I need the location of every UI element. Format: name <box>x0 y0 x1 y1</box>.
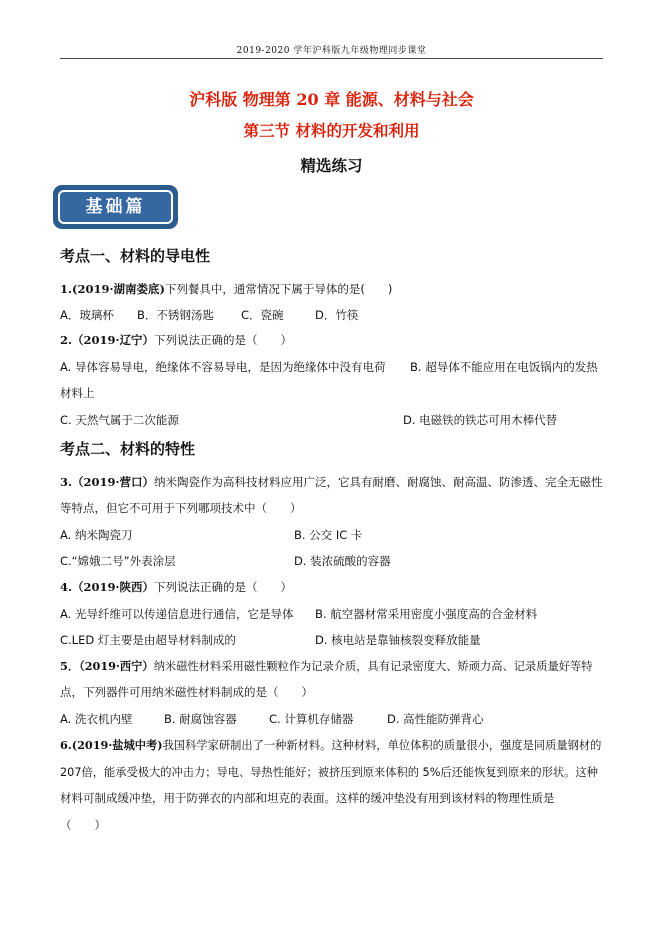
question-stem: 纳米磁性材料采用磁性颗粒作为记录介质，具有记录密度大、矫顽力高、记录质量好等特 <box>153 660 593 673</box>
q5-option-d: D. 高性能防弹背心 <box>387 712 484 726</box>
question-stem: 下列餐具中，通常情况下属于导体的是( ) <box>164 282 393 296</box>
question-stem: 下列说法正确的是（ ） <box>154 580 293 594</box>
q3-option-a: A. 纳米陶瓷刀 <box>60 528 133 542</box>
question-source: 1.(2019·湖南娄底) <box>60 282 165 296</box>
q2-option-d: D. 电磁铁的铁芯可用木棒代替 <box>403 413 558 427</box>
question-3-cont: 等特点，但它不可用于下列哪项技术中（ ） <box>60 501 302 515</box>
question-6-cont-1: 207倍，能承受极大的冲击力；导电、导热性能好；被挤压到原来体积的 5%后还能恢复到原来的形状。这种 <box>60 766 598 779</box>
question-4 <box>60 579 292 595</box>
q5-option-c: C. 计算机存储器 <box>269 712 354 726</box>
question-5 <box>60 658 592 674</box>
question-6-answer-blank: （ ） <box>60 818 106 832</box>
q4-option-d: D. 核电站是靠铀核裂变释放能量 <box>315 633 481 647</box>
q4-option-b: B. 航空器材常采用密度小强度高的合金材料 <box>315 607 538 621</box>
q3-option-b: B. 公交 IC 卡 <box>294 528 363 542</box>
question-6-cont-2: 材料可制成缓冲垫，用于防弹衣的内部和坦克的表面。这样的缓冲垫没有用到该材料的物理性质是 <box>60 791 555 805</box>
q4-option-c: C.LED 灯主要是由超导材料制成的 <box>60 633 236 647</box>
topic-heading-1: 考点一、材料的导电性 <box>60 247 211 265</box>
header-divider <box>60 58 603 59</box>
q3-option-c: C.“嫦娥二号”外表涂层 <box>60 554 176 568</box>
question-1 <box>60 281 392 297</box>
question-stem: 我国科学家研制出了一种新材料。这种材料，单位体积的质量很小，强度是同质量钢材的 <box>162 739 602 752</box>
q2-option-c: C. 天然气属于二次能源 <box>60 413 179 427</box>
question-source: 5．（2019·西宁） <box>60 659 154 673</box>
question-source: 6.(2019·盐城中考) <box>60 738 163 752</box>
q2-option-b: B. 超导体不能应用在电饭锅内的发热 <box>410 360 598 374</box>
document-title: 沪科版 物理第 20 章 能源、材料与社会 <box>189 90 474 109</box>
q1-option-d: D．竹筷 <box>315 308 359 322</box>
q5-option-a: A. 洗衣机内壁 <box>60 712 133 726</box>
q4-option-a: A. 光导纤维可以传递信息进行通信，它是导体 <box>60 607 294 621</box>
subtitle: 精选练习 <box>300 156 363 175</box>
badge-label: 基础篇 <box>58 190 173 224</box>
page-header: 2019-2020 学年沪科版九年级物理同步课堂 <box>236 46 427 56</box>
q2-option-a: A. 导体容易导电，绝缘体不容易导电，是因为绝缘体中没有电荷 <box>60 360 386 374</box>
q2-option-b-cont: 材料上 <box>60 386 95 400</box>
q3-option-d: D. 装浓硫酸的容器 <box>294 554 391 568</box>
q1-option-a: A．玻璃杯 <box>60 308 114 322</box>
question-source: 4.（2019·陕西） <box>60 580 155 594</box>
question-stem: 纳米陶瓷作为高科技材料应用广泛，它具有耐磨、耐腐蚀、耐高温、防渗透、完全无磁性 <box>154 475 603 489</box>
question-source: 2.（2019·辽宁） <box>60 333 155 347</box>
q1-option-c: C．瓷碗 <box>241 308 284 322</box>
q1-option-b: B．不锈钢汤匙 <box>137 308 214 322</box>
question-6 <box>60 737 601 753</box>
q5-option-b: B. 耐腐蚀容器 <box>164 712 237 726</box>
question-source: 3.（2019·营口） <box>60 475 155 489</box>
basic-level-badge <box>53 185 178 229</box>
section-title: 第三节 材料的开发和利用 <box>243 121 420 140</box>
question-5-cont: 点，下列器件可用纳米磁性材料制成的是（ ） <box>60 685 313 699</box>
topic-heading-2: 考点二、材料的特性 <box>60 440 196 458</box>
question-3 <box>60 474 603 490</box>
question-stem: 下列说法正确的是（ ） <box>154 333 293 347</box>
question-2 <box>60 332 292 348</box>
